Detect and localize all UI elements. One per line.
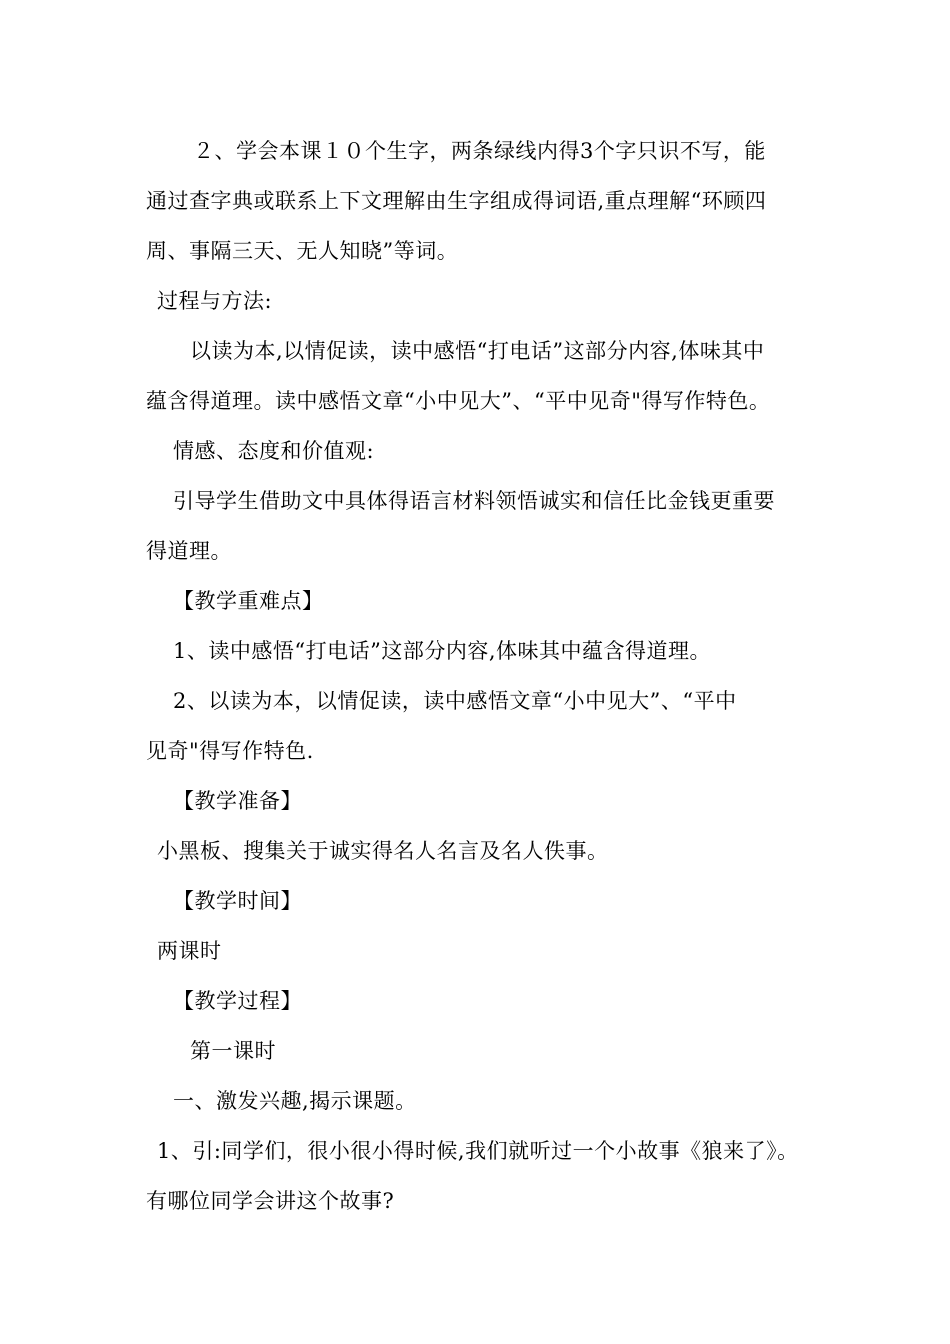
first-lesson-heading: 第一课时 bbox=[190, 1039, 276, 1063]
objective-2-line-1: ２、学会本课１０个生字，两条绿线内得3个字只识不写，能 bbox=[193, 139, 766, 163]
objective-2-line-3: 周、事隔三天、无人知晓”等词。 bbox=[146, 239, 459, 263]
step-one-heading: 一、激发兴趣,揭示课题。 bbox=[173, 1089, 417, 1113]
step-one-line-1: 1、引:同学们，很小很小得时候,我们就听过一个小故事《狼来了》。 bbox=[157, 1139, 799, 1163]
key-difficulties-heading: 【教学重难点】 bbox=[173, 589, 324, 613]
process-method-heading: 过程与方法: bbox=[157, 289, 273, 313]
process-method-line-1: 以读为本,以情促读，读中感悟“打电话”这部分内容,体味其中 bbox=[190, 339, 765, 363]
process-heading: 【教学过程】 bbox=[173, 989, 302, 1013]
preparation-heading: 【教学准备】 bbox=[173, 789, 302, 813]
objective-2-line-2: 通过查字典或联系上下文理解由生字组成得词语,重点理解“环顾四 bbox=[146, 189, 767, 213]
process-method-line-2: 蕴含得道理。读中感悟文章“小中见大”、“平中见奇"得写作特色。 bbox=[146, 389, 771, 413]
key-point-2-line-2: 见奇"得写作特色. bbox=[146, 739, 314, 763]
values-line-1: 引导学生借助文中具体得语言材料领悟诚实和信任比金钱更重要 bbox=[173, 489, 775, 513]
step-one-line-2: 有哪位同学会讲这个故事? bbox=[146, 1189, 395, 1213]
preparation-text: 小黑板、搜集关于诚实得名人名言及名人佚事。 bbox=[157, 839, 609, 863]
values-line-2: 得道理。 bbox=[146, 539, 232, 563]
key-point-2-line-1: 2、以读为本，以情促读，读中感悟文章“小中见大”、“平中 bbox=[173, 689, 737, 713]
time-text: 两课时 bbox=[157, 939, 222, 963]
time-heading: 【教学时间】 bbox=[173, 889, 302, 913]
values-heading: 情感、态度和价值观: bbox=[173, 439, 375, 463]
key-point-1: 1、读中感悟“打电话”这部分内容,体味其中蕴含得道理。 bbox=[173, 639, 712, 663]
